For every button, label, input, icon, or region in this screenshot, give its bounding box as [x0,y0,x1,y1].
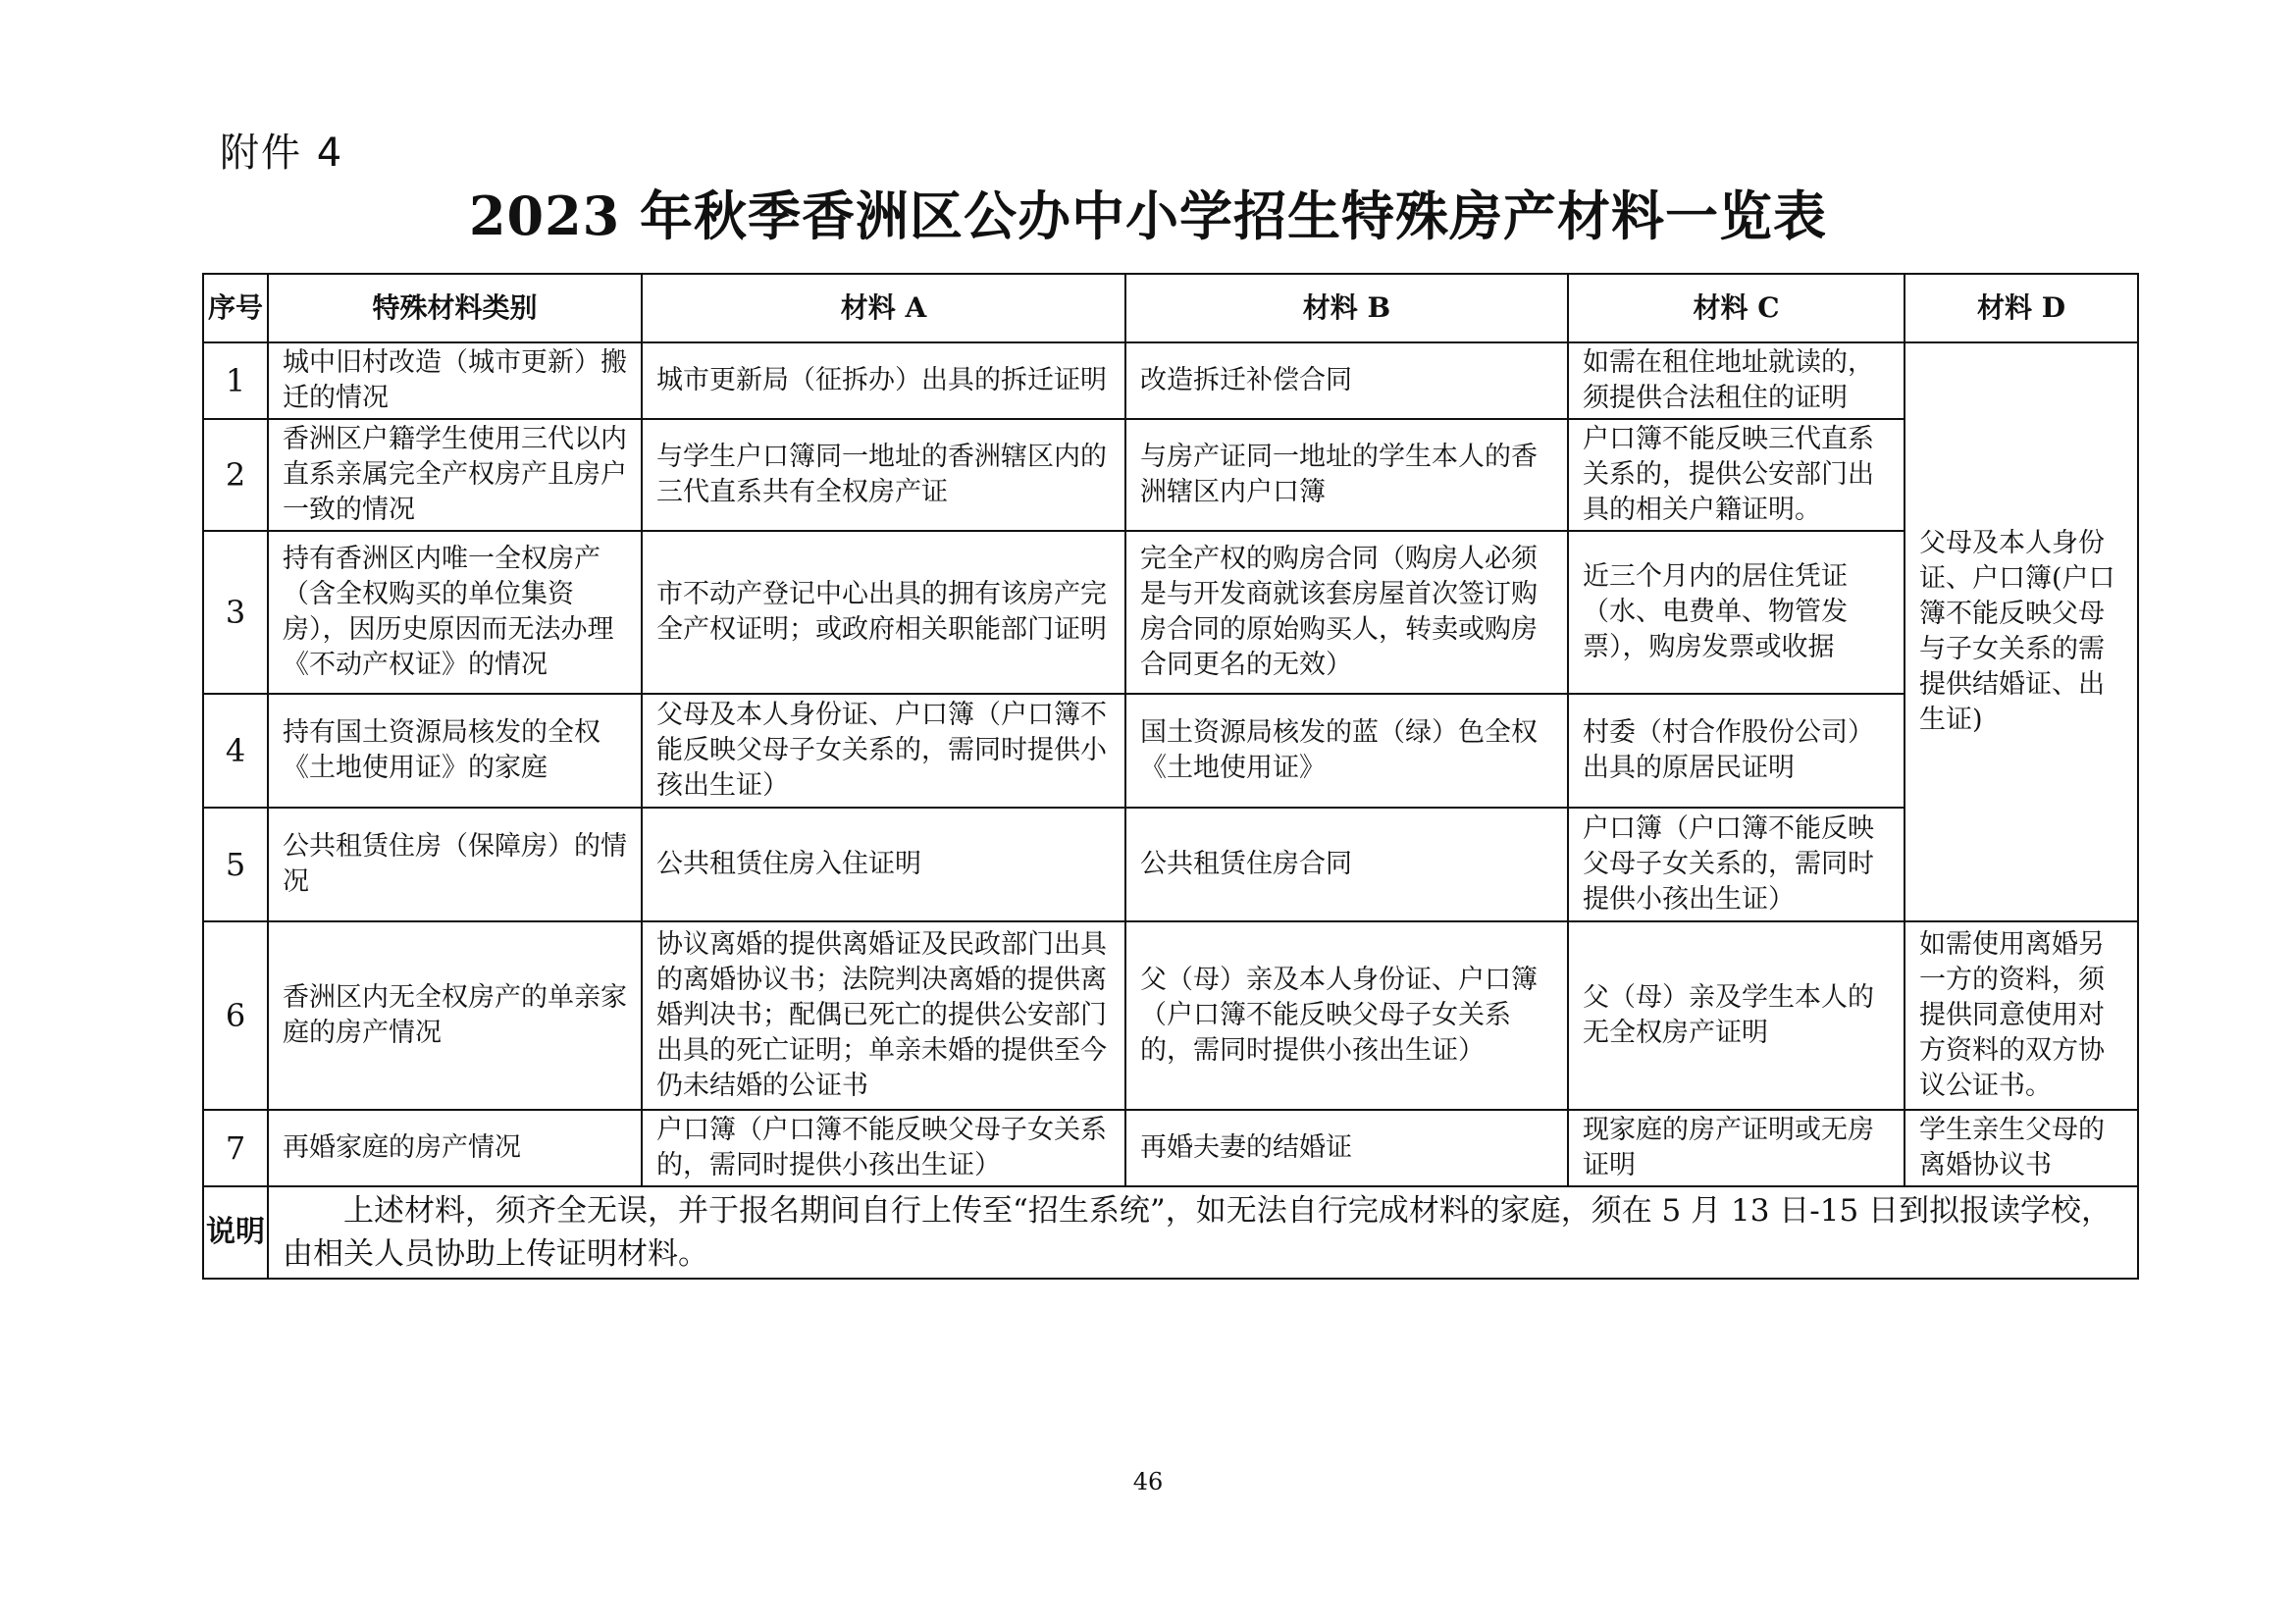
row-material-c: 近三个月内的居住凭证（水、电费单、物管发票），购房发票或收据 [1568,531,1905,694]
row-material-c: 户口簿（户口簿不能反映父母子女关系的，需同时提供小孩出生证） [1568,808,1905,921]
table-header-row [203,274,2138,342]
row-seq: 3 [203,531,268,694]
row-material-b: 再婚夫妻的结婚证 [1125,1110,1568,1186]
row-material-a: 父母及本人身份证、户口簿（户口簿不能反映父母子女关系的，需同时提供小孩出生证） [642,694,1125,808]
row-seq: 1 [203,342,268,419]
table-row [203,1110,2138,1186]
row-seq: 7 [203,1110,268,1186]
header-material-c: 材料 C [1568,274,1905,342]
row-material-c: 户口簿不能反映三代直系关系的，提供公安部门出具的相关户籍证明。 [1568,419,1905,531]
note-label: 说明 [203,1186,268,1279]
row-category: 香洲区户籍学生使用三代以内直系亲属完全产权房产且房户一致的情况 [268,419,642,531]
row-material-b: 公共租赁住房合同 [1125,808,1568,921]
row-category: 公共租赁住房（保障房）的情况 [268,808,642,921]
note-row [203,1186,2138,1279]
row-material-b: 国土资源局核发的蓝（绿）色全权《土地使用证》 [1125,694,1568,808]
table-row [203,531,2138,694]
row-material-a: 城市更新局（征拆办）出具的拆迁证明 [642,342,1125,419]
table-row [203,808,2138,921]
row-category: 持有香洲区内唯一全权房产（含全权购买的单位集资房），因历史原因而无法办理《不动产权证》的情况 [268,531,642,694]
row-material-a: 公共租赁住房入住证明 [642,808,1125,921]
row-material-a: 市不动产登记中心出具的拥有该房产完全产权证明；或政府相关职能部门证明 [642,531,1125,694]
attachment-label: 附件 4 [220,131,344,176]
row-material-b: 改造拆迁补偿合同 [1125,342,1568,419]
row-material-c: 现家庭的房产证明或无房证明 [1568,1110,1905,1186]
row-material-a: 与学生户口簿同一地址的香洲辖区内的三代直系共有全权房产证 [642,419,1125,531]
page-number: 46 [1132,1468,1164,1495]
note-text: 上述材料，须齐全无误，并于报名期间自行上传至“招生系统”，如无法自行完成材料的家庭，须在 5 月 13 日-15 日到拟报读学校，由相关人员协助上传证明材料。 [268,1186,2138,1279]
row-material-a: 户口簿（户口簿不能反映父母子女关系的，需同时提供小孩出生证） [642,1110,1125,1186]
row-category: 城中旧村改造（城市更新）搬迁的情况 [268,342,642,419]
header-material-a: 材料 A [642,274,1125,342]
row-category: 再婚家庭的房产情况 [268,1110,642,1186]
row-seq: 2 [203,419,268,531]
table-row [203,342,2138,419]
row-material-c: 父（母）亲及学生本人的无全权房产证明 [1568,921,1905,1110]
row-material-a: 协议离婚的提供离婚证及民政部门出具的离婚协议书；法院判决离婚的提供离婚判决书；配偶已死亡的提供公安部门出具的死亡证明；单亲未婚的提供至今仍未结婚的公证书 [642,921,1125,1110]
header-seq: 序号 [203,274,268,342]
header-material-b: 材料 B [1125,274,1568,342]
row-material-b: 完全产权的购房合同（购房人必须是与开发商就该套房屋首次签订购房合同的原始购买人，转卖或购房合同更名的无效） [1125,531,1568,694]
row-material-c: 如需在租住地址就读的，须提供合法租住的证明 [1568,342,1905,419]
row-material-b: 父（母）亲及本人身份证、户口簿（户口簿不能反映父母子女关系的，需同时提供小孩出生证） [1125,921,1568,1110]
row-seq: 5 [203,808,268,921]
row-material-b: 与房产证同一地址的学生本人的香洲辖区内户口簿 [1125,419,1568,531]
materials-table [202,273,2139,1280]
table-row [203,921,2138,1110]
row-material-d: 学生亲生父母的离婚协议书 [1905,1110,2138,1186]
row-material-d: 如需使用离婚另一方的资料，须提供同意使用对方资料的双方协议公证书。 [1905,921,2138,1110]
row-seq: 6 [203,921,268,1110]
row-seq: 4 [203,694,268,808]
row-category: 香洲区内无全权房产的单亲家庭的房产情况 [268,921,642,1110]
header-material-d: 材料 D [1905,274,2138,342]
row-category: 持有国土资源局核发的全权《土地使用证》的家庭 [268,694,642,808]
shared-material-d: 父母及本人身份证、户口簿(户口簿不能反映父母与子女关系的需提供结婚证、出生证) [1905,342,2138,921]
row-material-c: 村委（村合作股份公司）出具的原居民证明 [1568,694,1905,808]
header-category: 特殊材料类别 [268,274,642,342]
page-title: 2023 年秋季香洲区公办中小学招生特殊房产材料一览表 [468,184,1828,247]
table-row [203,694,2138,808]
table-row [203,419,2138,531]
